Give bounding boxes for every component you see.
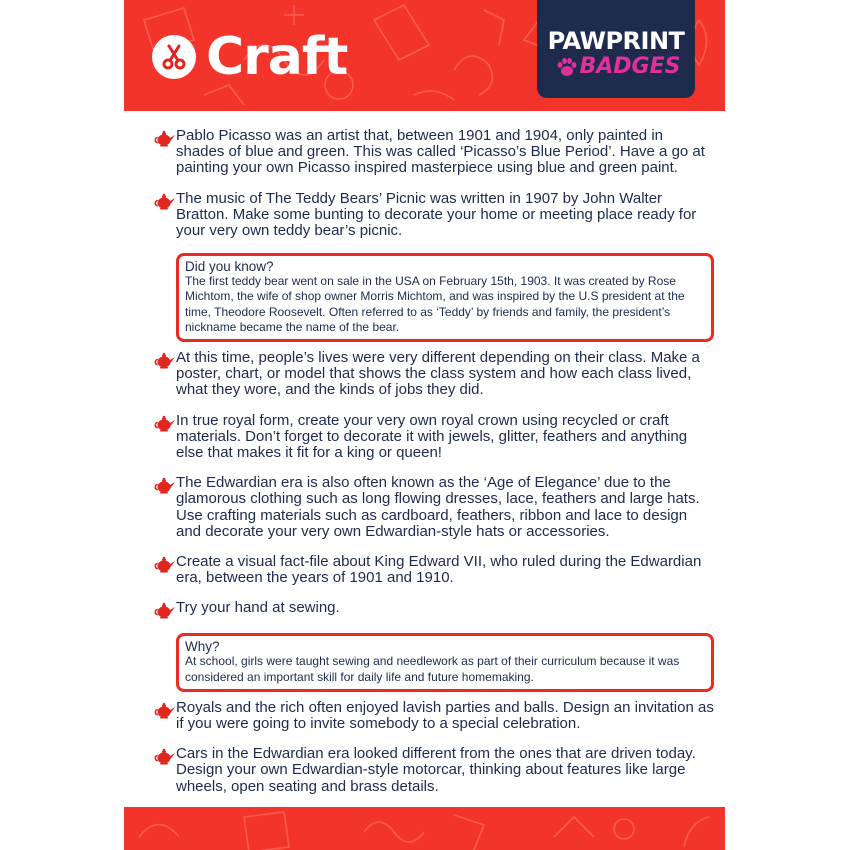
brand-line1: PAWPRINT [547, 27, 685, 55]
list-item [154, 128, 714, 177]
section-title [152, 29, 347, 85]
list-item-text: Create a visual fact-file about King Edward VII, who ruled during the Edwardian era, between the years of 1901 and 1910. [176, 553, 702, 587]
list-item [154, 475, 714, 540]
list-item [154, 191, 714, 240]
page [124, 0, 725, 850]
teapot-icon [154, 475, 176, 494]
box-title: Did you know? [185, 259, 274, 275]
teapot-icon [154, 413, 176, 432]
did-you-know-box [176, 253, 714, 342]
page-title: Craft [206, 27, 348, 87]
teapot-icon [154, 554, 176, 573]
brand-line2: BADGES [579, 54, 681, 79]
list-item-text: Royals and the rich often enjoyed lavish parties and balls. Design an invitation as if you were going to invite somebody to a special celebration. [176, 698, 714, 733]
list-item [154, 350, 714, 399]
footer-banner [124, 807, 725, 850]
teapot-icon [154, 128, 176, 147]
teapot-icon [154, 746, 176, 765]
list-item-text: Try your hand at sewing. [176, 599, 340, 617]
list-item [154, 700, 714, 732]
list-item-text: The Edwardian era is also often known as the ‘Age of Elegance’ due to the glamorous clothing such as long flowing dresses, lace, feathers and large hats. Use crafting materials such as cardboard, feathers, ribbon and lace to design and decorate your very own Edwardian-style hats or accessories. [176, 474, 700, 540]
teapot-icon [154, 600, 176, 619]
activity-list [154, 128, 714, 809]
list-item [154, 554, 714, 586]
box-body: The first teddy bear went on sale in the USA on February 15th, 1903. It was created by Rose Michtom, the wife of shop owner Morris Michtom, and was inspired by the U.S president at the time, Theodore Roosevelt. Often referred to as ‘Teddy’ by friends and family, the president’s nickname became the name of the bear. [185, 274, 685, 334]
list-item-text: At this time, people’s lives were very different depending on their class. Make a poster, chart, or model that shows the class system and how each class lived, what they wore, and the kinds of jobs they did. [176, 349, 700, 399]
header-banner [124, 0, 725, 111]
box-body: At school, girls were taught sewing and needlework as part of their curriculum because it was considered an important skill for daily life and future homemaking. [185, 654, 680, 684]
list-item-text: The music of The Teddy Bears’ Picnic was written in 1907 by John Walter Bratton. Make some bunting to decorate your home or meeting place ready for your very own teddy bear’s picnic. [176, 189, 697, 240]
why-box [176, 633, 714, 691]
scissors-icon [152, 35, 196, 79]
teapot-icon [154, 350, 176, 369]
list-item [154, 746, 714, 795]
list-item-text: Cars in the Edwardian era looked different from the ones that are driven today. Design your own Edwardian-style motorcar, thinking about features like large wheels, open seating and brass details. [176, 745, 696, 795]
list-item-text: In true royal form, create your very own royal crown using recycled or craft materials. Don’t forget to decorate it with jewels, glitter, feathers and anything else that makes it fit for a king or queen! [176, 411, 688, 462]
brand-logo [537, 0, 695, 98]
list-item-text: Pablo Picasso was an artist that, between 1901 and 1904, only painted in shades of blue and green. This was called ‘Picasso’s Blue Period’. Have a go at painting your own Picasso inspired masterpiece using blue and green paint. [176, 127, 705, 177]
teapot-icon [154, 191, 176, 210]
box-title: Why? [185, 639, 220, 655]
list-item [154, 413, 714, 462]
teapot-icon [154, 700, 176, 719]
doodle-pattern [124, 807, 725, 850]
list-item [154, 600, 714, 619]
paw-icon [556, 57, 578, 77]
